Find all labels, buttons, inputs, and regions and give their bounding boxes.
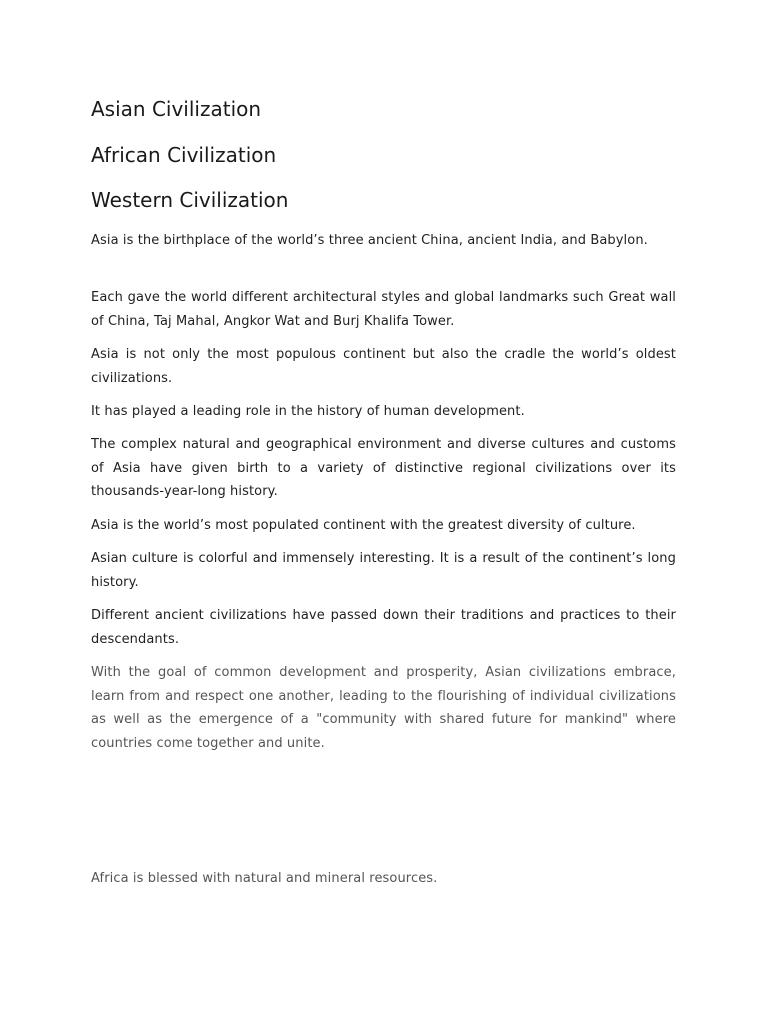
paragraph-diversity: Asia is the world’s most populated continent with the greatest diversity of culture. bbox=[91, 518, 636, 533]
paragraph-environment-cultures: The complex natural and geographical environment and diverse cultures and customs of Asia have given birth to a variety of distinctive regional civilizations over its thousands-year-long history. bbox=[91, 437, 676, 499]
paragraph-traditions: Different ancient civilizations have passed down their traditions and practices to their descendants. bbox=[91, 608, 676, 647]
paragraph-common-development: With the goal of common development and prosperity, Asian civilizations embrace, learn from and respect one another, leading to the flourishing of individual civilizations as well as the emergence of a "community with shared future for mankind" where countries come together and unite. bbox=[91, 665, 676, 751]
paragraph-asia-birthplace: Asia is the birthplace of the world’s three ancient China, ancient India, and Babylon. bbox=[91, 233, 648, 248]
paragraph-asian-culture: Asian culture is colorful and immensely interesting. It is a result of the continent’s long history. bbox=[91, 551, 676, 590]
paragraph-africa-resources: Africa is blessed with natural and mineral resources. bbox=[91, 871, 438, 886]
heading-african-civilization: African Civilization bbox=[91, 143, 277, 167]
paragraph-landmarks: Each gave the world different architectural styles and global landmarks such Great wall of China, Taj Mahal, Angkor Wat and Burj Khalifa Tower. bbox=[91, 290, 676, 329]
paragraph-leading-role: It has played a leading role in the history of human development. bbox=[91, 404, 525, 419]
heading-asian-civilization: Asian Civilization bbox=[91, 97, 262, 121]
paragraph-populous-continent: Asia is not only the most populous continent but also the cradle the world’s oldest civilizations. bbox=[91, 347, 676, 386]
heading-western-civilization: Western Civilization bbox=[91, 188, 289, 212]
